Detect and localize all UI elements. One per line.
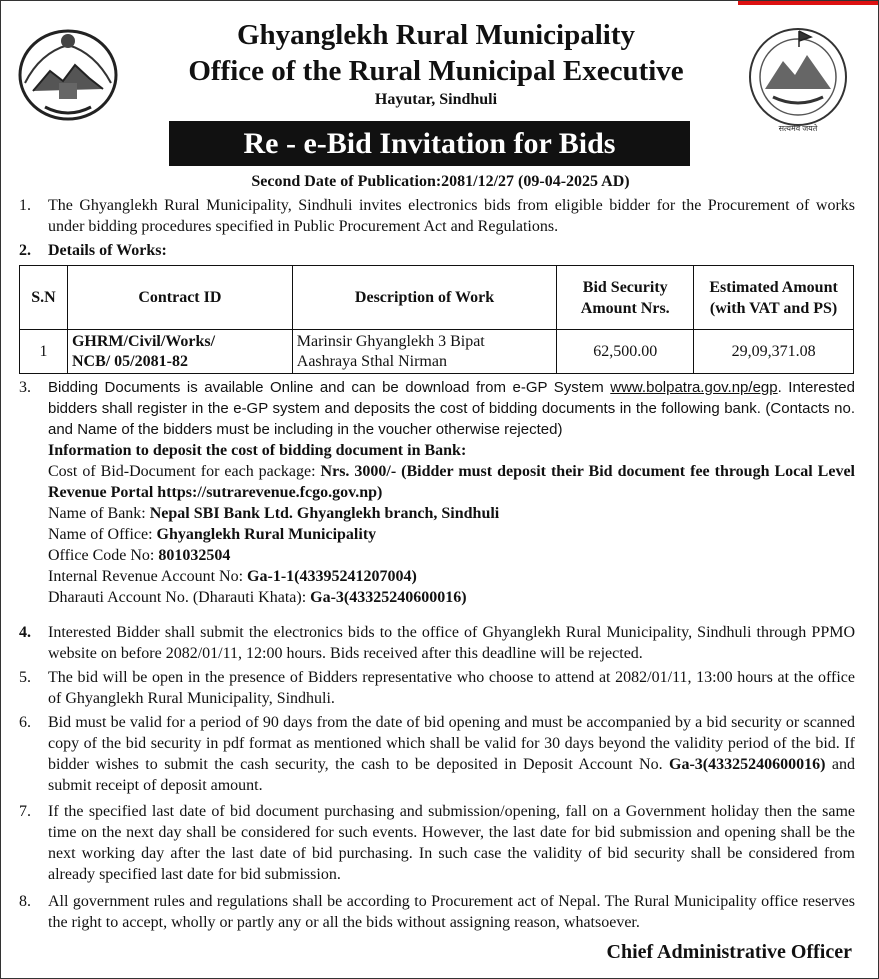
notice-title: Re - e-Bid Invitation for Bids [169,121,690,166]
office-code-value: 801032504 [158,547,231,564]
clause-text: All government rules and regulations shall be according to Procurement act of Nepal. The Rural Municipality office reserves the right to accept, wholly or partly any or all the bids without assigning reason, whatsoever. [48,893,855,931]
clause-number: 5. [19,669,31,686]
office-label: Name of Office: [48,526,157,543]
clause-text: Details of Works: [48,242,167,259]
clause-number: 2. [19,242,31,259]
clause-3 [19,377,855,608]
column-header: Bid Security Amount Nrs. [557,266,694,330]
bank-info-heading: Information to deposit the cost of bidding document in Bank: [48,442,467,459]
bank-label: Name of Bank: [48,505,150,522]
clause-number: 1. [19,197,31,214]
dharauti-account-label: Dharauti Account No. (Dharauti Khata): [48,589,311,606]
clause-text: Bid must be valid for a period of 90 days from the date of bid opening and must be accompanied by a bid security or scanned copy of the bid security in pdf format as mentioned which shall be valid for 30 days beyond the validity period of the bid. If bidder wishes to submit the cash security, the cash to be deposited in Deposit Account No. [48,714,855,773]
deposit-account: Ga-3(43325240600016) [669,756,826,773]
clause-text: Interested Bidder shall submit the electronics bids to the office of Ghyanglekh Rural Municipality, Sindhuli through PPMO website on before 2082/01/11, 12:00 hours. Bids received after this deadline will be rejected. [48,624,855,662]
clause-text: Bidding Documents is available Online and can be download from e-GP System [48,379,611,396]
signatory-title: Chief Administrative Officer [606,941,852,963]
clause-4 [19,622,855,664]
clause-5 [19,667,855,709]
municipality-seal-icon [743,23,853,135]
seal-caption: सत्यमेव जयते [778,124,818,133]
clause-number: 6. [19,714,31,731]
clause-7 [19,801,855,885]
clause-number: 4. [19,624,31,641]
revenue-account-value: Ga-1-1(43395241207004) [247,568,417,585]
office-value: Ghyanglekh Rural Municipality [156,526,377,543]
clause-8 [19,891,855,933]
office-name: Office of the Rural Municipal Executive [188,55,684,87]
clause-text: . Interested bidders shall register in the e-GP system and deposits the cost of bidding documents in the following bank. (Contacts no. and Name of the bidders must be including in the voucher otherwise rejected) [48,379,855,438]
cell-description [292,330,557,374]
municipality-name: Ghyanglekh Rural Municipality [236,19,635,51]
clause-6 [19,712,855,796]
clause-number: 3. [19,379,31,396]
description-line: Aashraya Sthal Nirman [296,352,447,370]
table-row [20,330,854,374]
works-table [19,265,854,374]
clause-1 [19,195,855,237]
clause-text: The bid will be open in the presence of Bidders representative who choose to attend at 2082/01/11, 13:00 hours at the office of Ghyanglekh Rural Municipality, Sindhuli. [48,669,855,707]
clause-text: If the specified last date of bid document purchasing and submission/opening, fall on a Government holiday then the same time on the next day shall be considered for such events. However, the last date for bid submission and opening shall be the next working day after the last date of bid purchasing. In such case the validity of bid security shall be considered from already specified last date for bid submission. [48,803,855,883]
bank-value: Nepal SBI Bank Ltd. Ghyanglekh branch, Sindhuli [149,505,500,522]
publication-date: Second Date of Publication:2081/12/27 (09-04-2025 AD) [251,173,630,190]
column-header: Contract ID [67,266,292,330]
clause-text: and submit receipt of deposit amount. [48,756,855,794]
clause-number: 7. [19,803,31,820]
column-header: Estimated Amount (with VAT and PS) [694,266,854,330]
clause-number: 8. [19,893,31,910]
corner-mark [738,1,878,5]
dharauti-account-value: Ga-3(43325240600016) [310,589,467,606]
table-header-row [20,266,854,330]
office-address: Hayutar, Sindhuli [374,91,498,108]
cell-bid-security: 62,500.00 [557,330,694,374]
cell-sn: 1 [20,330,68,374]
nepal-emblem-icon [15,23,121,123]
cost-label: Cost of Bid-Document for each package: [48,463,321,480]
column-header: S.N [20,266,68,330]
cell-contract-id [67,330,292,374]
office-code-label: Office Code No: [48,547,159,564]
contract-id-line: GHRM/Civil/Works/ [71,332,216,350]
description-line: Marinsir Ghyanglekh 3 Bipat [296,332,485,350]
revenue-account-label: Internal Revenue Account No: [48,568,248,585]
cell-estimated-amount: 29,09,371.08 [694,330,854,374]
clause-2 [19,240,855,261]
egp-link[interactable]: www.bolpatra.gov.np/egp [610,379,778,396]
contract-id-line: NCB/ 05/2081-82 [71,352,188,370]
cost-value: Nrs. 3000/- (Bidder must deposit their Bid document fee through Local Level Revenue Portal https://sutrarevenue.fcgo.gov.np) [48,463,855,501]
clause-text: The Ghyanglekh Rural Municipality, Sindhuli invites electronics bids from eligible bidder for the Procurement of works under bidding procedures specified in Public Procurement Act and Regulations. [48,197,855,235]
column-header: Description of Work [292,266,557,330]
